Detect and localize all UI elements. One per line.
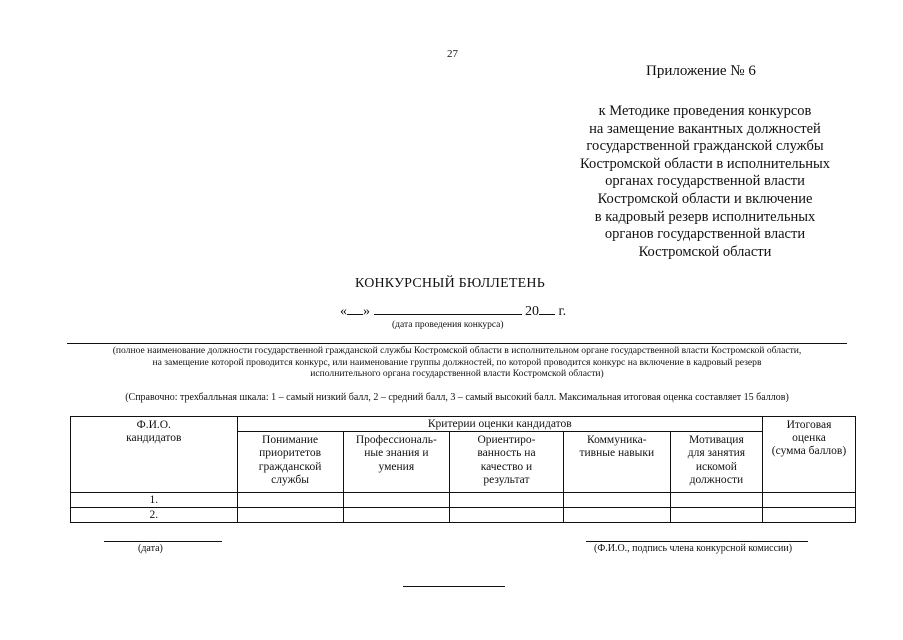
criterion-line: искомой: [695, 460, 737, 473]
criterion-line: ванность на: [477, 447, 536, 460]
criteria-header: Критерии оценки кандидатов: [237, 417, 762, 432]
position-rule: [67, 343, 847, 344]
total-cell[interactable]: [763, 507, 856, 522]
score-cell[interactable]: [563, 492, 670, 507]
criterion-line: качество и: [480, 460, 533, 473]
criterion-quality: [450, 432, 564, 493]
criterion-communication: [563, 432, 670, 493]
total-header: [763, 417, 856, 493]
criterion-line: ные знания и: [364, 447, 429, 460]
score-cell[interactable]: [237, 507, 343, 522]
position-caption-line: исполнительного органа государственной власти Костромской области): [310, 368, 604, 379]
score-cell[interactable]: [343, 492, 449, 507]
appendix-line: государственной гражданской службы: [586, 138, 824, 155]
criterion-line: службы: [271, 473, 309, 486]
close-quote: »: [363, 304, 370, 319]
page-number: 27: [447, 48, 458, 60]
row-number: 2.: [71, 507, 238, 522]
name-header-line: Ф.И.О.: [136, 419, 171, 431]
criterion-line: гражданской: [258, 460, 322, 473]
table-row: [71, 492, 856, 507]
criterion-line: Понимание: [262, 434, 319, 447]
position-caption: [67, 345, 847, 380]
scale-note: (Справочно: трехбалльная шкала: 1 – самый низкий балл, 2 – средний балл, 3 – самый высокий балл. Максимальная итоговая оценка составляет 15 баллов): [125, 392, 789, 403]
bottom-separator: [403, 586, 505, 587]
date-caption: (дата проведения конкурса): [392, 320, 504, 330]
position-caption-line: (полное наименование должности государственной гражданской службы Костромской области в исполнительном органе государственной власти Костромской области,: [112, 345, 802, 356]
appendix-line: органах государственной власти: [605, 173, 805, 190]
document-title: КОНКУРСНЫЙ БЮЛЛЕТЕНЬ: [355, 276, 545, 291]
year-blank: [539, 302, 555, 315]
score-cell[interactable]: [670, 507, 762, 522]
appendix-reference: [560, 103, 850, 261]
contest-date-line: [340, 302, 566, 320]
row-number: 1.: [71, 492, 238, 507]
score-cell[interactable]: [563, 507, 670, 522]
member-signature-caption: (Ф.И.О., подпись члена конкурсной комиссии): [594, 543, 793, 554]
appendix-line: органов государственной власти: [604, 226, 806, 243]
year-suffix: г.: [558, 304, 567, 319]
criterion-line: Коммуника-: [587, 434, 647, 447]
score-cell[interactable]: [450, 507, 564, 522]
position-caption-line: на замещение которой проводится конкурс, или наименование группы должностей, по которой проводится конкурс на включение в кадровый резерв: [152, 356, 762, 368]
score-cell[interactable]: [343, 507, 449, 522]
criterion-line: результат: [483, 473, 530, 486]
score-cell[interactable]: [237, 492, 343, 507]
appendix-line: Костромской области и включение: [597, 190, 813, 207]
criterion-line: приоритетов: [259, 447, 322, 460]
score-cell[interactable]: [670, 492, 762, 507]
year-prefix: 20: [525, 304, 539, 319]
name-header: [71, 417, 238, 493]
day-blank: [347, 302, 363, 315]
criterion-line: тивные навыки: [579, 447, 655, 460]
appendix-line: Костромской области: [638, 243, 772, 260]
month-blank: [374, 302, 522, 315]
criterion-motivation: [670, 432, 762, 493]
total-header-line: Итоговая: [786, 419, 832, 431]
date-signature-caption: (дата): [138, 543, 163, 554]
criterion-line: должности: [689, 473, 744, 486]
open-quote: «: [340, 304, 347, 319]
criterion-line: Мотивация: [689, 434, 744, 447]
criterion-line: Профессиональ-: [355, 434, 437, 447]
date-signature-line: [104, 541, 222, 542]
criterion-line: Ориентиро-: [477, 434, 536, 447]
member-signature-line: [586, 541, 808, 542]
criterion-line: умения: [378, 460, 415, 473]
ballot-table: [70, 416, 856, 523]
criterion-priorities: [237, 432, 343, 493]
appendix-line: Костромской области в исполнительных: [580, 155, 830, 172]
criterion-knowledge: [343, 432, 449, 493]
name-header-line: кандидатов: [126, 432, 182, 445]
criterion-line: для занятия: [687, 447, 746, 460]
total-header-line: (сумма баллов): [771, 445, 847, 458]
appendix-number: Приложение № 6: [646, 63, 756, 79]
total-cell[interactable]: [763, 492, 856, 507]
appendix-line: в кадровый резерв исполнительных: [594, 208, 816, 225]
appendix-line: на замещение вакантных должностей: [589, 120, 821, 137]
total-header-line: оценка: [792, 432, 826, 445]
score-cell[interactable]: [450, 492, 564, 507]
table-row: [71, 507, 856, 522]
appendix-line: к Методике проведения конкурсов: [598, 103, 812, 119]
